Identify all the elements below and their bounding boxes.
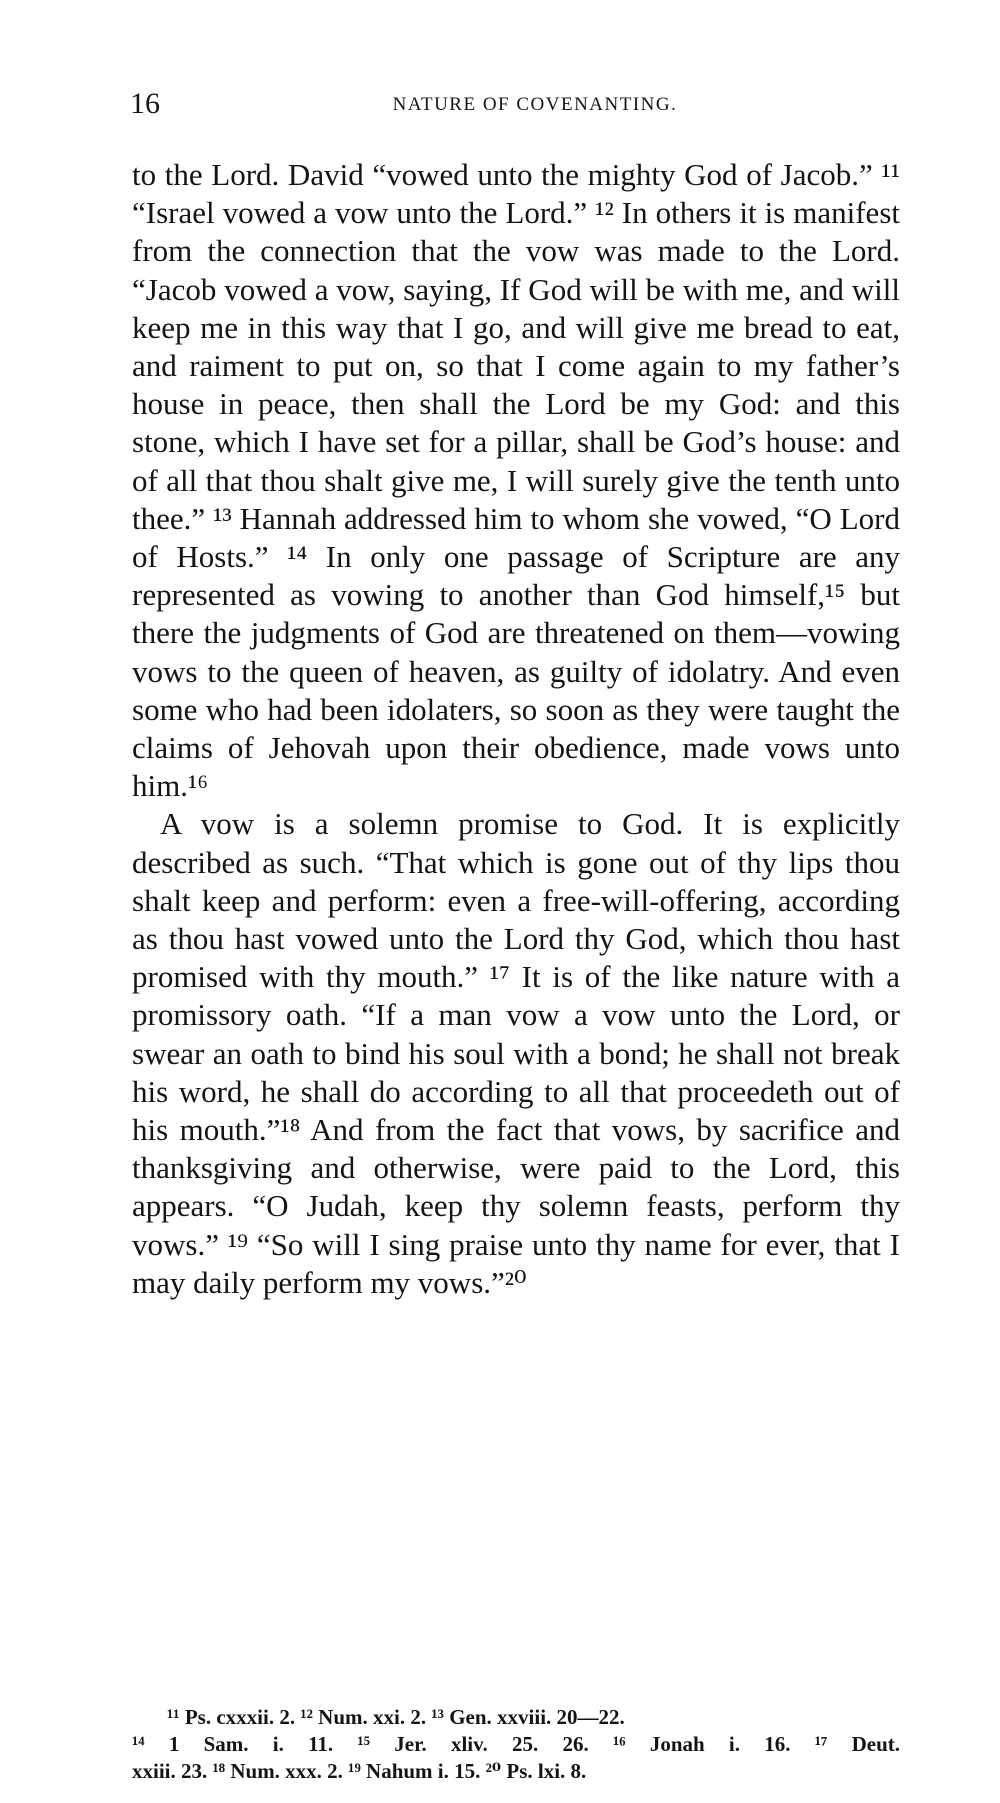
page-header [130, 84, 900, 124]
page-number: 16 [130, 87, 160, 120]
footnote-line: ¹¹ Ps. cxxxii. 2. ¹² Num. xxi. 2. ¹³ Gen. xxviii. 20—22. [167, 1705, 625, 1729]
paragraph: to the Lord. David “vowed unto the mighty God of Jacob.” ¹¹ “Israel vowed a vow unto the Lord.” ¹² In others it is manifest from the connection that the vow was made to the Lord. “Jacob vowed a vow, saying, If God will be with me, and will keep me in this way that I go, and will give me bread to eat, and raiment to put on, so that I come again to my father’s house in peace, then shall the Lord be my God: and this stone, which I have set for a pillar, shall be God’s house: and of all that thou shalt give me, I will surely give the tenth unto thee.” ¹³ Hannah addressed him to whom she vowed, “O Lord of Hosts.” ¹⁴ In only one passage of Scripture are any represented as vowing to another than God himself,¹⁵ but there the judgments of God are threatened on them—vowing vows to the queen of heaven, as guilty of idolatry. And even some who had been idolaters, so soon as they were taught the claims of Jehovah upon their obedience, made vows unto him.¹⁶ [132, 157, 900, 804]
running-head: NATURE OF COVENANTING. [392, 94, 678, 115]
footnote-line: xxiii. 23. ¹⁸ Num. xxx. 2. ¹⁹ Nahum i. 15. ²⁰ Ps. lxi. 8. [132, 1759, 587, 1783]
paragraph: A vow is a solemn promise to God. It is explicitly described as such. “That which is gone out of thy lips thou shalt keep and perform: even a free-will-offering, according as thou hast vowed unto the Lord thy God, which thou hast promised with thy mouth.” ¹⁷ It is of the like nature with a promissory oath. “If a man vow a vow unto the Lord, or swear an oath to bind his soul with a bond; he shall not break his word, he shall do according to all that proceedeth out of his mouth.”¹⁸ And from the fact that vows, by sacrifice and thanksgiving and otherwise, were paid to the Lord, this appears. “O Judah, keep thy solemn feasts, perform thy vows.” ¹⁹ “So will I sing praise unto thy name for ever, that I may daily perform my vows.”²⁰ [132, 806, 900, 1300]
footnote-line: ¹⁴ 1 Sam. i. 11. ¹⁵ Jer. xliv. 25. 26. ¹⁶ Jonah i. 16. ¹⁷ Deut. [132, 1732, 900, 1756]
body-text [132, 156, 900, 1302]
footnotes [132, 1704, 900, 1785]
